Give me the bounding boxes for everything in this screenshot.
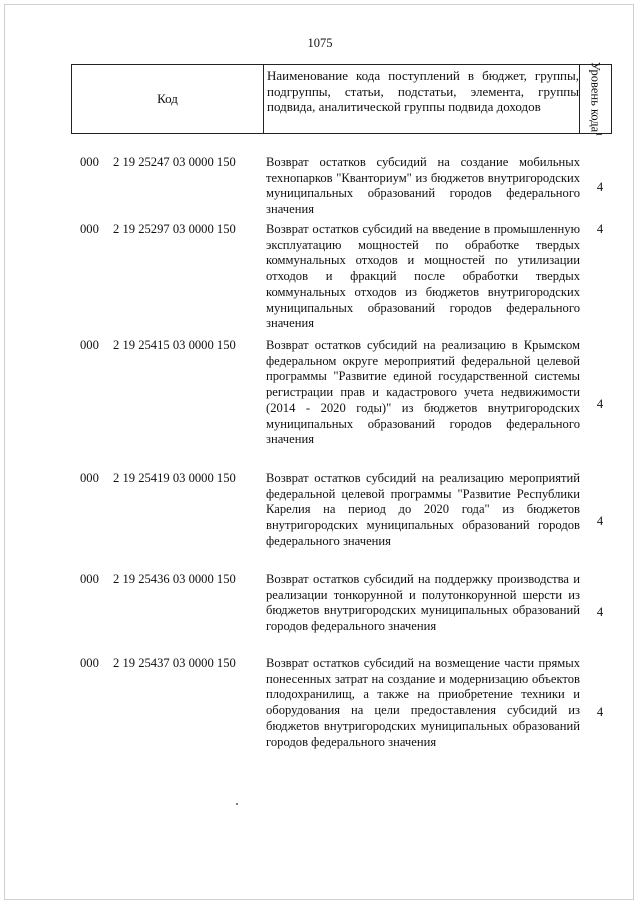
row-admin-code: 000 <box>80 222 99 236</box>
row-income-code: 2 19 25419 03 0000 150 <box>113 471 236 485</box>
row-income-name: Возврат остатков субсидий на реализацию в Крымском федеральном округе мероприятий федеральной целевой программы "Развитие единой государственной системы регистрации прав и кадастрового учета недвижимости (2014 - 2020 годы)" из бюджетов внутригородских муниципальных образований городов федерального значения <box>266 338 580 447</box>
row-admin-code: 000 <box>80 572 99 586</box>
page-border <box>4 4 634 900</box>
header-code: Код <box>72 65 264 133</box>
row-income-code: 2 19 25437 03 0000 150 <box>113 656 236 670</box>
row-level: 4 <box>596 514 604 528</box>
row-income-name: Возврат остатков субсидий на поддержку производства и реализации тонкорунной и полутонкорунной шерсти из бюджетов внутригородских муниципальных образований городов федерального значения <box>266 572 580 634</box>
row-level: 4 <box>596 180 604 194</box>
page-number: 1075 <box>307 36 333 50</box>
row-income-code: 2 19 25297 03 0000 150 <box>113 222 236 236</box>
header-level-cell <box>579 61 613 137</box>
header-level-footnote: 1 <box>594 132 604 137</box>
row-admin-code: 000 <box>80 656 99 670</box>
header-level <box>588 62 605 136</box>
row-income-code: 2 19 25415 03 0000 150 <box>113 338 236 352</box>
row-level: 4 <box>596 222 604 236</box>
row-income-name: Возврат остатков субсидий на реализацию мероприятий федеральной целевой программы "Развитие Республики Карелия на период до 2020 года" из бюджетов внутригородских муниципальных образований городов федерального значения <box>266 471 580 548</box>
row-admin-code: 000 <box>80 338 99 352</box>
row-income-name: Возврат остатков субсидий на введение в промышленную эксплуатацию мощностей по обработке твердых коммунальных отходов и мощностей по утилизации отходов и фракций после обработки твердых коммунальных отходов из бюджетов внутригородских муниципальных образований городов федерального значения <box>266 222 580 331</box>
row-level: 4 <box>596 605 604 619</box>
row-admin-code: 000 <box>80 155 99 169</box>
row-income-code: 2 19 25436 03 0000 150 <box>113 572 236 586</box>
row-level: 4 <box>596 705 604 719</box>
row-income-name: Возврат остатков субсидий на создание мобильных технопарков "Кванториум" из бюджетов внутригородских муниципальных образований городов федерального значения <box>266 155 580 217</box>
scan-speck <box>236 803 238 805</box>
row-income-code: 2 19 25247 03 0000 150 <box>113 155 236 169</box>
row-admin-code: 000 <box>80 471 99 485</box>
row-income-name: Возврат остатков субсидий на возмещение части прямых понесенных затрат на создание и модернизацию объектов плодохранилищ, а также на приобретение техники и оборудования на цели предоставления субсидий из бюджетов внутригородских муниципальных образований городов федерального значения <box>266 656 580 749</box>
row-level: 4 <box>596 397 604 411</box>
header-level-label: Уровень кода <box>587 61 602 133</box>
table-header <box>71 61 612 137</box>
header-name: Наименование кода поступлений в бюджет, группы, подгруппы, статьи, подстатьи, элемента, группы подвида, аналитической группы подвида доходов <box>267 68 579 115</box>
